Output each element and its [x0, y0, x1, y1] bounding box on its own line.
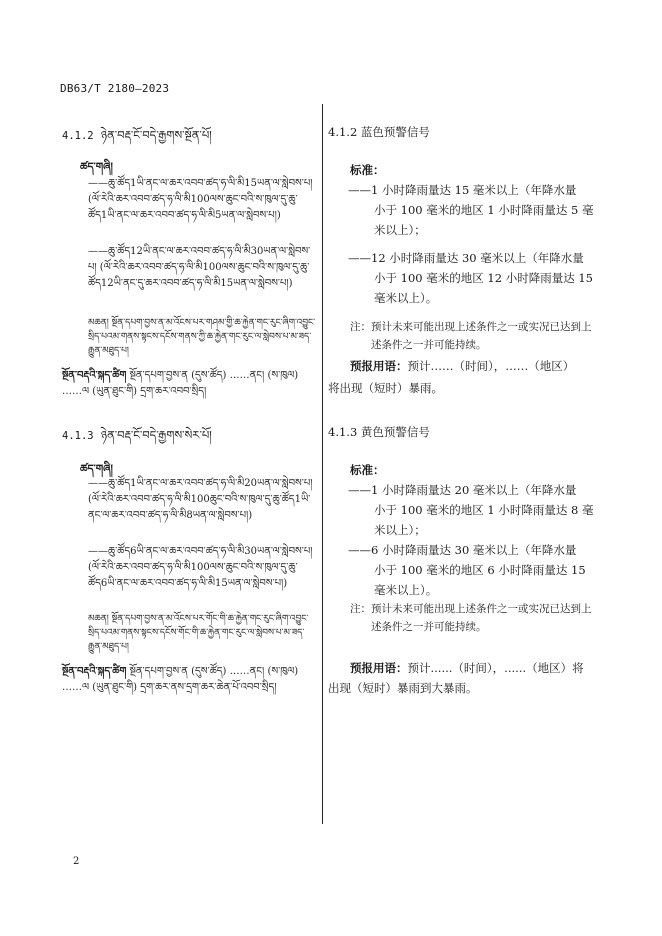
document-id: DB63/T 2180—2023: [60, 82, 170, 95]
criteria-label-tibetan: ཚད་གཞི།: [80, 161, 113, 173]
criteria-item-3-line-3: 米以上）；: [374, 523, 426, 537]
criteria-item-2-line-2: 小于 100 毫米的地区 12 小时降雨量达 15: [374, 271, 593, 285]
note-line-1: 注：预计未来可能出现上述条件之一或实况已达到上: [350, 321, 592, 333]
criteria-label: 标准：: [350, 163, 385, 177]
note-line-4: 述条件之一并可能持续。: [371, 621, 487, 633]
criteria-item-1-line-1: ——1 小时降雨量达 15 毫米以上（年降水量: [348, 183, 577, 197]
section-heading-yellow: 4.1.3 黄色预警信号: [328, 425, 430, 439]
criteria-item-1-tibetan: ——ཆུ་ཚོད1ཡི་ནང་ལ་ཆར་འབབ་ཚད་ཧ་ལི་མི15ཡན་ལ་སླེབས་པ། (ལོ་རེའི་ཆར་འབབ་ཚད་ཧ་ལི་མི100ལས་ཆུང་བའི་ས་ཁུལ་དུ་ཆུ་ཚོད1ཡི་ནང་ལ་ཆར་འབབ་ཚད་ཧ་ལི་མི5ཡན་ལ་སླེབས་པ།): [88, 178, 313, 221]
criteria-item-2-line-1: ——12 小时降雨量达 30 毫米以上（年降水量: [348, 251, 584, 265]
criteria-item-2-line-3: 毫米以上）。: [374, 291, 438, 305]
column-divider: [322, 104, 323, 824]
section-heading-blue-tibetan: 4.1.2 ཉེན་བརྡ་ངོ་བདེ་རྒྱགས་སྔོན་པོ།: [62, 128, 212, 142]
criteria-item-4-tibetan: ——ཆུ་ཚོད6ཡི་ནང་ལ་ཆར་འབབ་ཚད་ཧ་ལི་མི30ཡན་ལ་སླེབས་པ། (ལོ་རེའི་ཆར་འབབ་ཚད་ཧ་ལི་མི100ལས་ཆུང་བའི་ས་ཁུལ་དུ་ཆུ་ཚོད6ཡི་ནང་ལ་ཆར་འབབ་ཚད་ཧ་ལི་མི15ཡན་ལ་སླེབས་པ།): [88, 546, 313, 589]
note-line-3: 注：预计未来可能出现上述条件之一或实况已达到上: [350, 603, 592, 615]
section-heading-blue: 4.1.2 蓝色预警信号: [328, 125, 430, 139]
criteria-item-3-line-1: ——1 小时降雨量达 20 毫米以上（年降水量: [348, 483, 577, 497]
criteria-item-4-line-1: ——6 小时降雨量达 30 毫米以上（年降水量: [348, 543, 577, 557]
forecast-wording-line-3: 预报用语：预计......（时间），......（地区）将: [350, 661, 584, 675]
note-tibetan-2: མཆན། སྔོན་དཔག་བྱས་ན་མ་འོངས་པར་གོང་གི་ཆ་རྐྱེན་གང་རུང་ཞིག་འབྱུང་སྲིད་པའམ་གནས་སྟངས་དངོས་གོང་གི་ཆ་རྐྱེན་གང་རུང་ལ་སླེབས་པ་མ་ཟད་རྒྱུན་མཐུད་པ།: [88, 614, 309, 652]
criteria-item-3-line-2: 小于 100 毫米的地区 1 小时降雨量达 8 毫: [374, 503, 594, 517]
criteria-label-2: 标准：: [350, 463, 385, 477]
note-line-2: 述条件之一并可能持续。: [371, 339, 487, 351]
criteria-item-4-line-2: 小于 100 毫米的地区 6 小时降雨量达 15: [374, 563, 586, 577]
page-number: 2: [73, 856, 80, 867]
criteria-item-2-tibetan: ——ཆུ་ཚོད12ཡི་ནང་ལ་ཆར་འབབ་ཚད་ཧ་ལི་མི30ཡན་ལ་སླེབས་པ། (ལོ་རེའི་ཆར་འབབ་ཚད་ཧ་ལི་མི100ལས་ཆུང་བའི་ས་ཁུལ་དུ་ཆུ་ཚོད12ཡི་ནང་དུ་ཆར་འབབ་ཚད་ཧ་ལི་མི15ཡན་ལ་སླེབས་པ།): [88, 246, 311, 289]
criteria-item-4-line-3: 毫米以上）。: [374, 583, 438, 597]
section-heading-yellow-tibetan: 4.1.3 ཉེན་བརྡ་ངོ་བདེ་རྒྱགས་སེར་པོ།: [62, 428, 212, 442]
criteria-label-tibetan-2: ཚད་གཞི།: [80, 463, 113, 475]
criteria-item-1-line-2: 小于 100 毫米的地区 1 小时降雨量达 5 毫: [374, 203, 594, 217]
forecast-wording-tibetan-2: སྔོན་བརྡའི་སྐད་ཚིག སྔོན་དཔག་བྱས་ན (དུས་ཚོད) ……ནང། (ས་ཁུལ) ……ལ (ཡུན་ཐུང་གི) དྲག་ཆར་ནས་དྲག་ཆར་ཆེན་པོ་འབབ་སྲིད།: [62, 666, 299, 693]
criteria-item-3-tibetan: ——ཆུ་ཚོད1ཡི་ནང་ལ་ཆར་འབབ་ཚད་ཧ་ལི་མི20ཡན་ལ་སླེབས་པ། (ལོ་རེའི་ཆར་འབབ་ཚད་ཧ་ལི་མི100ཆུང་བའི་ས་ཁུལ་དུ་ཆུ་ཚོད1ཡི་ནང་ལ་ཆར་འབབ་ཚད་ཧ་ལི་མི8ཡན་ལ་སླེབས་པ།): [88, 478, 313, 521]
note-tibetan: མཆན། སྔོན་དཔག་བྱས་ན་མ་འོངས་པར་གཤམ་གྱི་ཆ་རྐྱེན་གང་རུང་ཞིག་འབྱུང་སྲིད་པའམ་གནས་སྟངས་དངོས་གནས་ཀྱི་ཆ་རྐྱེན་གང་རུང་ལ་སླེབས་པ་མ་ཟད་རྒྱུན་མཐུད་པ།: [88, 318, 316, 356]
criteria-item-1-line-3: 米以上）；: [374, 223, 426, 237]
forecast-wording-line-4: 出现（短时）暴雨到大暴雨。: [328, 681, 478, 695]
forecast-wording-line-1: 预报用语：预计……（时间），……（地区）: [350, 359, 575, 373]
forecast-wording-line-2: 将出现（短时）暴雨。: [328, 381, 443, 395]
forecast-wording-tibetan: སྔོན་བརྡའི་སྐད་ཚིག སྔོན་དཔག་བྱས་ན (དུས་ཚོད) ……ནང། (ས་ཁུལ) ……ལ (ཡུན་ཐུང་གི) དྲག་ཆར་འབབ་སྲིད།: [62, 370, 299, 397]
